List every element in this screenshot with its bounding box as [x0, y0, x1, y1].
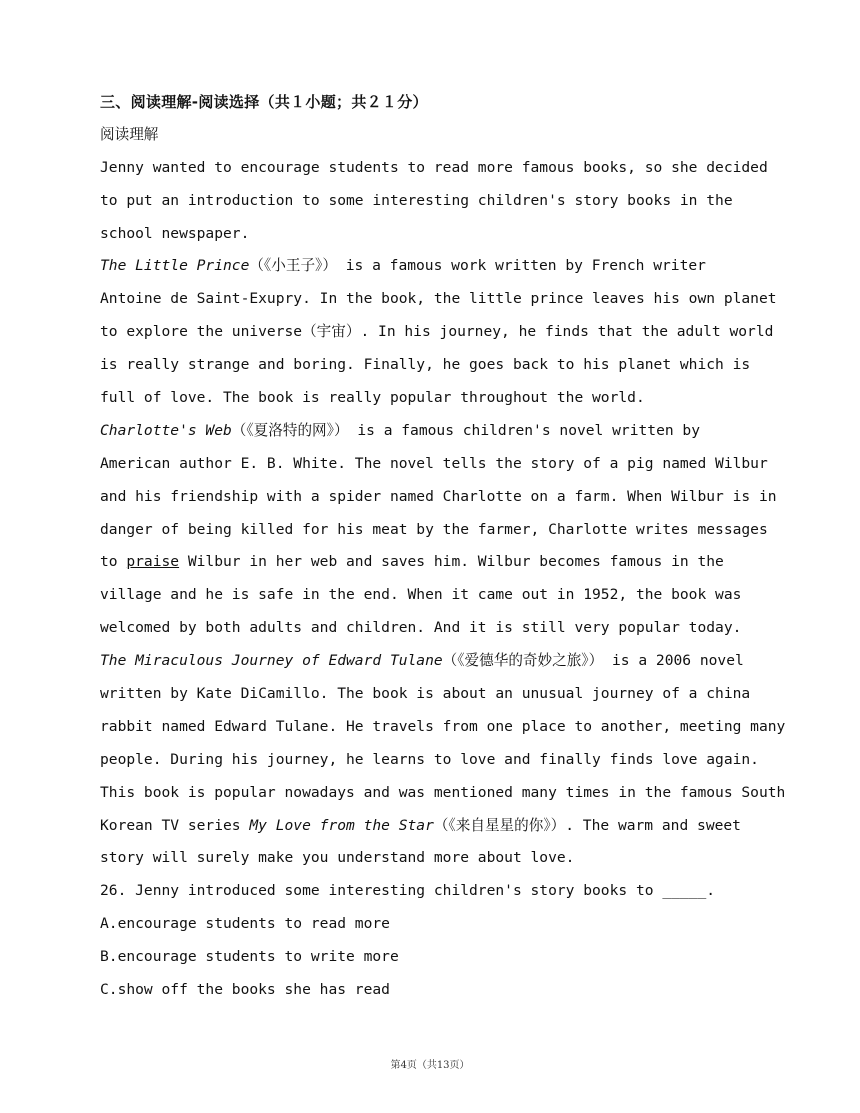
intro-line-2: to put an introduction to some interesting children's story books in the	[100, 191, 733, 209]
book2-line: and his friendship with a spider named Charlotte on a farm. When Wilbur is in	[100, 487, 777, 505]
praise-pre: to	[100, 553, 127, 571]
book2-line: village and he is safe in the end. When it came out in 1952, the book was	[100, 586, 742, 604]
page-footer: 第4页（共13页）	[390, 1060, 470, 1071]
intro-line-1: Jenny wanted to encourage students to read more famous books, so she decided	[100, 158, 768, 176]
book3-title: The Miraculous Journey of Edward Tulane	[100, 652, 443, 670]
option-c[interactable]: C.show off the books she has read	[100, 981, 390, 999]
book3-line: rabbit named Edward Tulane. He travels from one place to another, meeting many	[100, 717, 786, 735]
book1-title-line	[100, 250, 765, 283]
option-a[interactable]: A.encourage students to read more	[100, 915, 390, 933]
book1-title: The Little Prince	[100, 257, 250, 275]
book2-line1-rest: is a famous children's novel written by	[348, 421, 700, 439]
book2-line: American author E. B. White. The novel tells the story of a pig named Wilbur	[100, 454, 768, 472]
tv-post: . The warm and sweet	[565, 816, 741, 834]
book3-cn-title: （《爱德华的奇妙之旅》）	[442, 652, 604, 670]
book2-title-line	[100, 415, 765, 448]
section-heading: 三、阅读理解-阅读选择（共１小题；共２１分）	[100, 93, 428, 111]
tv-cn-title: （《来自星星的你》）	[433, 816, 566, 834]
book1-line: is really strange and boring. Finally, he goes back to his planet which is	[100, 356, 751, 374]
book1-line: to explore the universe（宇宙）. In his journey, he finds that the adult world	[100, 323, 774, 341]
book3-line: written by Kate DiCamillo. The book is about an unusual journey of a china	[100, 685, 751, 703]
book1-cn-title: （《小王子》）	[249, 257, 337, 275]
book1-line: Antoine de Saint-Exupry. In the book, the little prince leaves his own planet	[100, 290, 777, 308]
book2-title: Charlotte's Web	[100, 421, 232, 439]
document-page	[100, 86, 786, 1007]
book1-line1-rest: is a famous work written by French writer	[336, 257, 706, 275]
book2-cn-title: （《夏洛特的网》）	[231, 421, 349, 439]
book2-praise-line	[100, 546, 765, 579]
book2-line: welcomed by both adults and children. And it is still very popular today.	[100, 619, 742, 637]
book3-tv-line	[100, 810, 765, 843]
book3-title-line	[100, 645, 765, 678]
section-subheading: 阅读理解	[100, 125, 159, 143]
option-b[interactable]: B.encourage students to write more	[100, 948, 399, 966]
book3-line1-rest: is a 2006 novel	[603, 652, 744, 670]
question-stem: 26. Jenny introduced some interesting children's story books to _____.	[100, 882, 716, 900]
praise-post: Wilbur in her web and saves him. Wilbur becomes famous in the	[179, 553, 724, 571]
tv-title: My Love from the Star	[249, 816, 434, 834]
book3-line: people. During his journey, he learns to love and finally finds love again.	[100, 750, 759, 768]
book2-line: danger of being killed for his meat by the farmer, Charlotte writes messages	[100, 520, 768, 538]
book3-last-line: story will surely make you understand more about love.	[100, 849, 575, 867]
tv-pre: Korean TV series	[100, 816, 250, 834]
book1-line: full of love. The book is really popular throughout the world.	[100, 389, 645, 407]
intro-line-3: school newspaper.	[100, 224, 250, 242]
praise-word: praise	[126, 553, 180, 571]
book3-line: This book is popular nowadays and was mentioned many times in the famous South	[100, 783, 786, 801]
